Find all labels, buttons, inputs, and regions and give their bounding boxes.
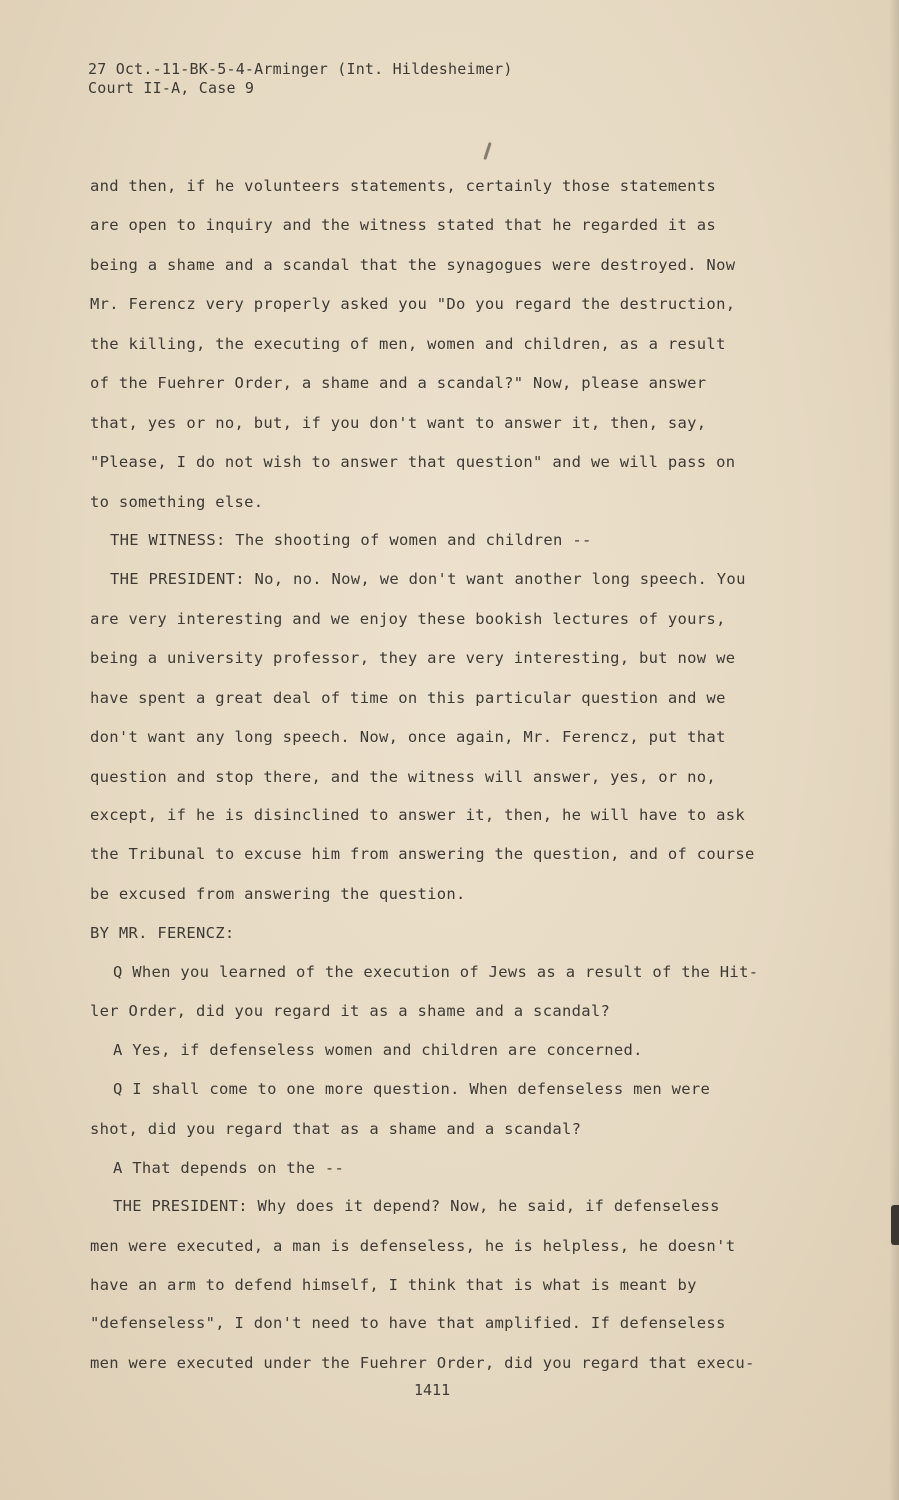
text-line-3: being a shame and a scandal that the synagogues were destroyed. Now xyxy=(90,256,736,274)
text-line-28: men were executed, a man is defenseless, he is helpless, he doesn't xyxy=(90,1237,736,1255)
text-line-5: the killing, the executing of men, women and children, as a result xyxy=(90,335,726,353)
text-line-31: men were executed under the Fuehrer Order, did you regard that execu- xyxy=(90,1354,755,1372)
text-line-2: are open to inquiry and the witness stated that he regarded it as xyxy=(90,216,717,234)
text-line-30: "defenseless", I don't need to have that amplified. If defenseless xyxy=(90,1314,726,1332)
answer-line-2: A That depends on the -- xyxy=(113,1159,345,1177)
text-line-4: Mr. Ferencz very properly asked you "Do you regard the destruction, xyxy=(90,295,736,313)
president-speaker-line: THE PRESIDENT: No, no. Now, we don't want another long speech. You xyxy=(110,570,746,588)
text-line-1: and then, if he volunteers statements, certainly those statements xyxy=(90,177,717,195)
header-line-2: Court II-A, Case 9 xyxy=(88,79,255,97)
text-line-9: to something else. xyxy=(90,493,264,511)
binder-clip-mark xyxy=(891,1205,899,1245)
text-line-15: don't want any long speech. Now, once again, Mr. Ferencz, put that xyxy=(90,728,726,746)
document-header xyxy=(88,60,513,98)
text-line-29: have an arm to defend himself, I think that is what is meant by xyxy=(90,1276,697,1294)
text-line-19: be excused from answering the question. xyxy=(90,885,466,903)
text-line-14: have spent a great deal of time on this particular question and we xyxy=(90,689,726,707)
examiner-heading: BY MR. FERENCZ: xyxy=(90,924,235,942)
question-line-1: Q When you learned of the execution of Jews as a result of the Hit- xyxy=(113,963,759,981)
text-line-8: "Please, I do not wish to answer that question" and we will pass on xyxy=(90,453,736,471)
text-line-22: ler Order, did you regard it as a shame and a scandal? xyxy=(90,1002,611,1020)
text-line-7: that, yes or no, but, if you don't want to answer it, then, say, xyxy=(90,414,707,432)
text-line-12: are very interesting and we enjoy these bookish lectures of yours, xyxy=(90,610,726,628)
answer-line-1: A Yes, if defenseless women and children are concerned. xyxy=(113,1041,643,1059)
witness-speaker-line: THE WITNESS: The shooting of women and children -- xyxy=(110,531,592,549)
page-number: 1411 xyxy=(414,1381,451,1399)
text-line-25: shot, did you regard that as a shame and a scandal? xyxy=(90,1120,582,1138)
text-line-13: being a university professor, they are very interesting, but now we xyxy=(90,649,736,667)
text-line-6: of the Fuehrer Order, a shame and a scandal?" Now, please answer xyxy=(90,374,707,392)
text-line-16: question and stop there, and the witness will answer, yes, or no, xyxy=(90,768,717,786)
question-line-2: Q I shall come to one more question. When defenseless men were xyxy=(113,1080,711,1098)
president-speaker-line-2: THE PRESIDENT: Why does it depend? Now, he said, if defenseless xyxy=(113,1197,720,1215)
text-line-17: except, if he is disinclined to answer it, then, he will have to ask xyxy=(90,806,745,824)
text-line-18: the Tribunal to excuse him from answering the question, and of course xyxy=(90,845,755,863)
header-line-1: 27 Oct.-11-BK-5-4-Arminger (Int. Hildesheimer) xyxy=(88,60,513,78)
page-edge-shadow xyxy=(889,0,899,1500)
pencil-mark xyxy=(483,142,491,160)
